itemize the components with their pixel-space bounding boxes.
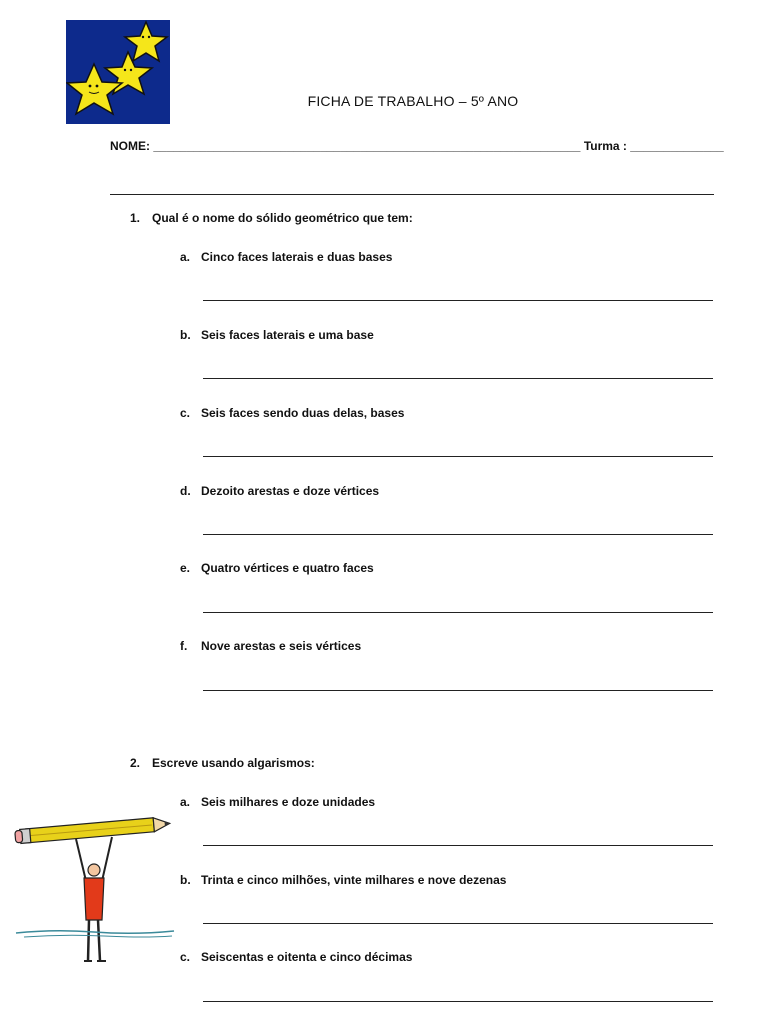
item-text: Seis faces sendo duas delas, bases xyxy=(201,406,405,420)
answer-line[interactable] xyxy=(203,300,713,301)
item-letter: c. xyxy=(180,950,191,964)
pencil-icon xyxy=(14,815,176,967)
item-text: Trinta e cinco milhões, vinte milhares e nove dezenas xyxy=(201,873,507,887)
answer-line[interactable] xyxy=(203,1001,713,1002)
list-item xyxy=(180,795,375,809)
question-text: Escreve usando algarismos: xyxy=(152,756,315,770)
list-item xyxy=(180,250,392,264)
answer-line[interactable] xyxy=(203,378,713,379)
list-item xyxy=(180,406,404,420)
item-letter: a. xyxy=(180,795,191,809)
header-separator xyxy=(110,194,714,195)
item-letter: d. xyxy=(180,484,191,498)
class-blank[interactable]: ______________ xyxy=(630,139,724,153)
item-letter: e. xyxy=(180,561,191,575)
answer-line[interactable] xyxy=(203,690,713,691)
list-item xyxy=(180,950,412,964)
item-text: Seiscentas e oitenta e cinco décimas xyxy=(201,950,413,964)
list-item xyxy=(180,561,374,575)
item-letter: b. xyxy=(180,328,191,342)
item-text: Nove arestas e seis vértices xyxy=(201,639,362,653)
item-letter: b. xyxy=(180,873,191,887)
item-text: Dezoito arestas e doze vértices xyxy=(201,484,380,498)
item-letter: c. xyxy=(180,406,191,420)
item-text: Cinco faces laterais e duas bases xyxy=(201,250,393,264)
pencil-figure-illustration xyxy=(14,815,176,967)
answer-line[interactable] xyxy=(203,845,713,846)
item-letter: f. xyxy=(180,639,188,653)
name-line xyxy=(110,139,724,153)
question-text: Qual é o nome do sólido geométrico que tem: xyxy=(152,211,413,225)
item-letter: a. xyxy=(180,250,191,264)
name-blank[interactable]: ________________________________________________________________ xyxy=(153,139,581,153)
question-number: 2. xyxy=(130,756,141,770)
answer-line[interactable] xyxy=(203,923,713,924)
answer-line[interactable] xyxy=(203,456,713,457)
worksheet-title: FICHA DE TRABALHO – 5º ANO xyxy=(307,93,519,109)
question-2 xyxy=(130,756,315,770)
answer-line[interactable] xyxy=(203,612,713,613)
item-text: Seis milhares e doze unidades xyxy=(201,795,376,809)
list-item xyxy=(180,873,506,887)
question-number: 1. xyxy=(130,211,141,225)
item-text: Seis faces laterais e uma base xyxy=(201,328,374,342)
class-label: Turma : xyxy=(583,139,627,153)
list-item xyxy=(180,484,379,498)
name-label: NOME: xyxy=(110,139,150,153)
question-1 xyxy=(130,211,413,225)
answer-line[interactable] xyxy=(203,534,713,535)
list-item xyxy=(180,639,361,653)
item-text: Quatro vértices e quatro faces xyxy=(201,561,374,575)
list-item xyxy=(180,328,374,342)
